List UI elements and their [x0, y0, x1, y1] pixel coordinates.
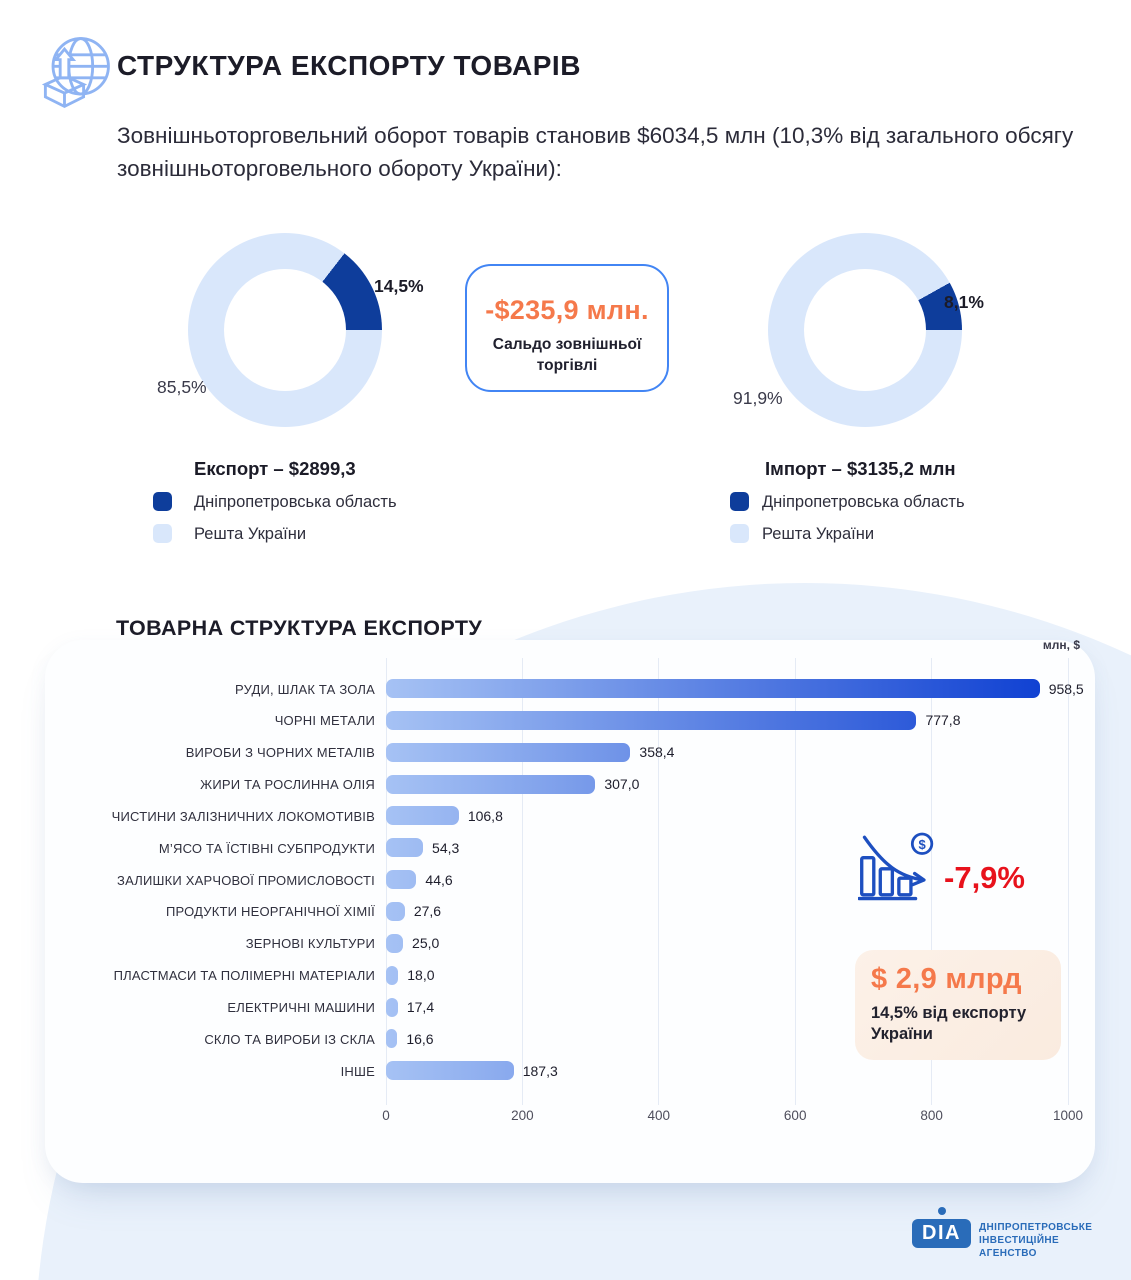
bar-category-label: ЗАЛИШКИ ХАРЧОВОЇ ПРОМИСЛОВОСТІ — [117, 872, 375, 888]
bar-category-label: ЖИРИ ТА РОСЛИННА ОЛІЯ — [200, 777, 375, 793]
bar-category-label: ЗЕРНОВІ КУЛЬТУРИ — [245, 936, 375, 952]
bar-category-labels — [85, 658, 375, 1105]
bar — [386, 743, 630, 762]
export-total-note: 14,5% від експорту України — [871, 1004, 1027, 1044]
export-region-share: 14,5% — [374, 276, 424, 296]
decline-percentage: -7,9% — [944, 860, 1025, 895]
bar-category-label: ЧОРНІ МЕТАЛИ — [274, 713, 375, 729]
x-axis-tick: 0 — [382, 1108, 390, 1123]
export-legend-swatch-rest — [153, 524, 172, 543]
trade-balance-label: Сальдо зовнішньої торгівлі — [492, 336, 642, 374]
bar — [386, 838, 423, 857]
import-legend-title: Імпорт – $3135,2 млн — [765, 458, 956, 479]
bar-value-label: 16,6 — [406, 1030, 434, 1047]
x-axis-tick: 800 — [920, 1108, 943, 1123]
bar — [386, 902, 405, 921]
bar — [386, 1061, 514, 1080]
trade-balance-card — [465, 264, 669, 392]
export-legend-title: Експорт – $2899,3 — [194, 458, 356, 479]
export-rest-share: 85,5% — [157, 377, 207, 397]
bar — [386, 775, 595, 794]
page-title: СТРУКТУРА ЕКСПОРТУ ТОВАРІВ — [117, 50, 581, 81]
bar-value-label: 358,4 — [639, 744, 675, 761]
bar-category-label: РУДИ, ШЛАК ТА ЗОЛА — [235, 681, 375, 697]
bar — [386, 711, 916, 730]
bar-value-label: 17,4 — [406, 999, 435, 1015]
bar-value-label: 54,3 — [432, 839, 460, 856]
axis-unit-label: млн, $ — [1042, 638, 1080, 652]
export-total-card — [855, 950, 1061, 1060]
logo-caption — [979, 1221, 1115, 1260]
logo-caption-line2: ІНВЕСТИЦІЙНЕ АГЕНСТВО — [979, 1235, 1060, 1259]
bar — [386, 870, 416, 889]
dia-logo — [905, 1206, 1115, 1258]
bar-value-label: 187,3 — [522, 1062, 558, 1079]
bar-chart-title: ТОВАРНА СТРУКТУРА ЕКСПОРТУ — [116, 616, 483, 640]
bar — [386, 934, 403, 953]
x-axis-tick: 200 — [511, 1108, 534, 1123]
bar — [386, 966, 398, 985]
bar — [386, 1029, 397, 1048]
export-legend-swatch-region — [153, 492, 172, 511]
bar — [386, 806, 459, 825]
import-rest-share: 91,9% — [733, 388, 783, 408]
bar-category-label: ЧИСТИНИ ЗАЛІЗНИЧНИХ ЛОКОМОТИВІВ — [111, 808, 375, 824]
import-legend-swatch-region — [730, 492, 749, 511]
trade-balance-value: -$235,9 млн. — [485, 295, 649, 325]
declining-chart-icon — [858, 830, 936, 904]
x-axis-tick: 600 — [783, 1108, 807, 1123]
bar-value-label: 18,0 — [407, 967, 435, 984]
bar-value-label: 307,0 — [604, 776, 640, 793]
bar-category-label: ПЛАСТМАСИ ТА ПОЛІМЕРНІ МАТЕРІАЛИ — [113, 968, 375, 984]
bar-category-label: СКЛО ТА ВИРОБИ ІЗ СКЛА — [204, 1031, 375, 1047]
bar — [386, 998, 398, 1017]
bar-value-label: 25,0 — [412, 935, 440, 952]
export-legend-label-region: Дніпропетровська область — [194, 493, 397, 511]
bar-value-label: 777,8 — [925, 712, 961, 729]
x-axis-tick: 1000 — [1052, 1108, 1084, 1123]
export-donut-chart — [188, 233, 382, 427]
bar-category-label: ІНШЕ — [340, 1063, 375, 1079]
bar-category-label: ПРОДУКТИ НЕОРГАНІЧНОЇ ХІМІЇ — [165, 904, 375, 920]
bar-value-label: 44,6 — [425, 871, 453, 888]
import-legend-label-region: Дніпропетровська область — [762, 493, 965, 511]
import-legend-label-rest: Решта України — [762, 525, 875, 543]
logo-abbr: DIA — [912, 1219, 971, 1248]
page-subtitle: Зовнішньоторговельний оборот товарів становив $6034,5 млн (10,3% від загального обсягу зовнішньоторговельного обороту України): — [117, 123, 1074, 181]
dollar-coin-icon: $ — [918, 836, 926, 852]
export-total-amount: $ 2,9 млрд — [871, 963, 1022, 995]
globe-export-icon — [32, 30, 118, 116]
bar — [386, 679, 1040, 698]
bar-category-label: ЕЛЕКТРИЧНІ МАШИНИ — [227, 1000, 375, 1015]
x-axis — [382, 1108, 1084, 1128]
gridline — [1068, 658, 1069, 1105]
import-donut-chart — [768, 233, 962, 427]
bar-value-label: 958,5 — [1048, 680, 1084, 697]
logo-i-dot — [938, 1207, 946, 1215]
export-legend-label-rest: Решта України — [194, 525, 307, 543]
import-region-share: 8,1% — [944, 292, 984, 312]
import-legend-swatch-rest — [730, 524, 749, 543]
bar-value-label: 27,6 — [413, 903, 442, 920]
logo-caption-line1: ДНІПРОПЕТРОВСЬКЕ — [979, 1222, 1093, 1233]
bar-category-label: М’ЯСО ТА ЇСТІВНІ СУБПРОДУКТИ — [158, 840, 375, 856]
bar-category-label: ВИРОБИ З ЧОРНИХ МЕТАЛІВ — [185, 745, 375, 761]
bar-value-label: 106,8 — [467, 807, 503, 824]
x-axis-tick: 400 — [647, 1108, 671, 1123]
